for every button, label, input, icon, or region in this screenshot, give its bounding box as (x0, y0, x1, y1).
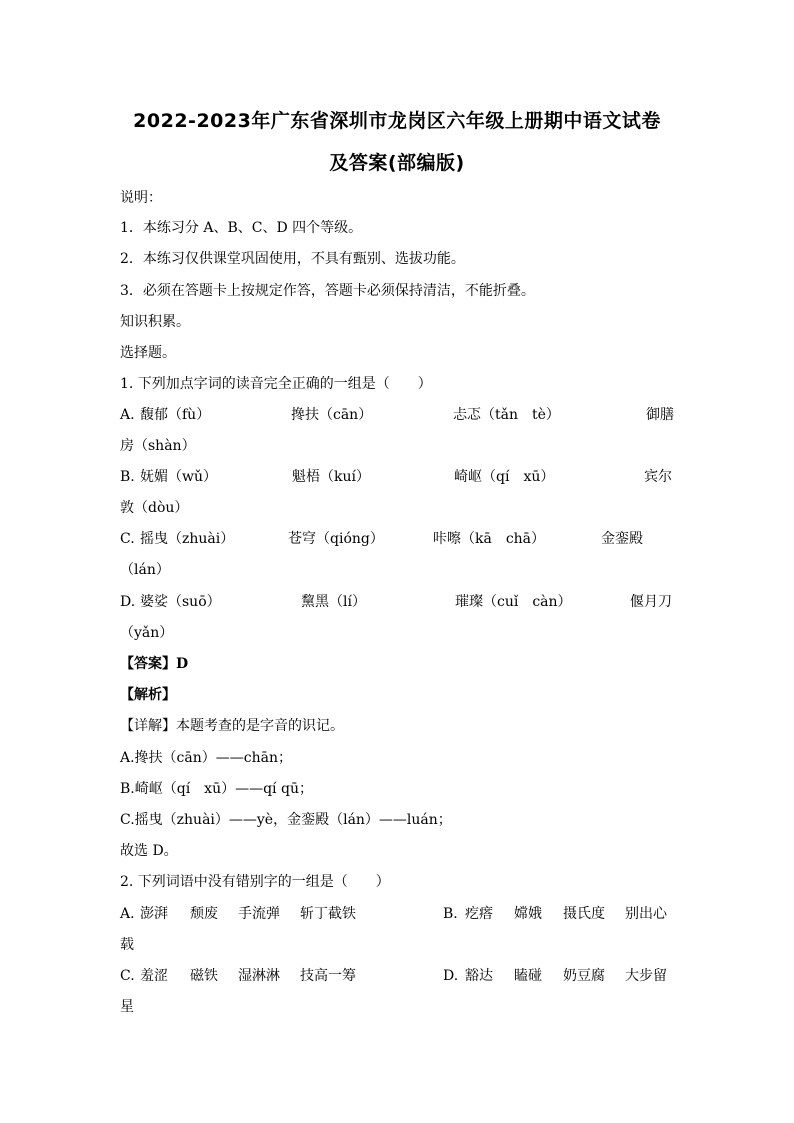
option-item: 宾尔 (644, 469, 672, 485)
option-item: 手流弹 (238, 906, 280, 922)
option-continuation: 敦（dòu） (120, 500, 189, 516)
explanation-line: B.崎岖（qí xū）——qí qū； (120, 781, 313, 797)
option-item: 金銮殿 (601, 531, 643, 547)
option-item: 咔嚓（kā chā） (433, 531, 546, 547)
option-item: 技高一筹 (300, 968, 356, 984)
instructions-heading: 说明： (120, 190, 162, 206)
title-line-1: 2022-2023年广东省深圳市龙岗区六年级上册期中语文试卷 (133, 110, 661, 132)
explanation-line: C.摇曳（zhuài）——yè，金銮殿（lán）——luán； (120, 812, 452, 828)
analysis-heading: 【解析】 (120, 687, 176, 703)
question-2-stem: 2. 下列词语中没有错别字的一组是（ ） (120, 874, 390, 890)
question-1-option-c (120, 530, 674, 548)
option-item: 颓废 (190, 906, 218, 922)
option-label: D. (443, 968, 459, 984)
conclusion: 故选 D。 (120, 843, 178, 859)
instruction-item: 1．本练习分 A、B、C、D 四个等级。 (120, 220, 363, 236)
instruction-item: 2．本练习仅供课堂巩固使用，不具有甄别、选拔功能。 (120, 251, 465, 267)
option-item: 摄氏度 (563, 906, 605, 922)
instruction-item: 3．必须在答题卡上按规定作答，答题卡必须保持清洁，不能折叠。 (120, 283, 535, 299)
option-item: 魁梧（kuí） (292, 469, 370, 485)
option-label: B. (120, 469, 135, 485)
option-item: 搀扶（cān） (291, 407, 373, 423)
option-continuation: （lán） (120, 562, 170, 578)
option-continuation: 星 (120, 999, 134, 1015)
option-item: 忐忑（tǎn tè） (453, 407, 560, 423)
option-label: C. (120, 968, 135, 984)
option-item: 崎岖（qí xū） (454, 469, 555, 485)
option-item: 澎湃 (140, 906, 168, 922)
question-1-option-a (120, 406, 674, 424)
option-label: A. (120, 407, 135, 423)
option-item: 馥郁（fù） (140, 407, 211, 423)
option-item: 奶豆腐 (563, 968, 605, 984)
option-item: 苍穹（qióng） (288, 531, 384, 547)
question-1-stem: 1. 下列加点字词的读音完全正确的一组是（ ） (120, 376, 432, 392)
title-line-2: 及答案(部编版) (329, 152, 465, 174)
question-2-row (120, 967, 674, 985)
option-item: 疙瘩 (465, 906, 493, 922)
option-item: 摇曳（zhuài） (140, 531, 235, 547)
option-item: 婆娑（suō） (140, 594, 221, 610)
option-label: A. (120, 906, 135, 922)
option-item: 璀璨（cuǐ càn） (455, 594, 572, 610)
option-label: C. (120, 531, 135, 547)
option-continuation: 载 (120, 937, 134, 953)
option-item: 豁达 (465, 968, 493, 984)
option-label: B. (443, 906, 458, 922)
option-item: 嫦娥 (514, 906, 542, 922)
explanation-line: A.搀扶（cān）——chān； (120, 750, 292, 766)
question-1-option-b (120, 468, 674, 486)
subsection-heading: 选择题。 (120, 345, 176, 361)
option-item: 斩丁截铁 (300, 906, 356, 922)
option-item: 妩媚（wǔ） (140, 469, 217, 485)
question-1-option-d (120, 593, 674, 611)
section-heading: 知识积累。 (120, 314, 190, 330)
option-item: 大步留 (625, 968, 667, 984)
option-item: 湿淋淋 (238, 968, 280, 984)
option-item: 别出心 (625, 906, 667, 922)
detail: 【详解】本题考查的是字音的识记。 (120, 718, 344, 734)
option-continuation: 房（shàn） (120, 438, 196, 454)
answer: 【答案】D (120, 656, 189, 672)
option-item: 羞涩 (140, 968, 168, 984)
option-item: 瞌碰 (514, 968, 542, 984)
option-continuation: （yǎn） (120, 625, 174, 641)
question-2-row (120, 905, 674, 923)
option-item: 黧黑（lí） (301, 594, 366, 610)
option-item: 偃月刀 (630, 594, 672, 610)
option-item: 御膳 (646, 407, 674, 423)
option-label: D. (120, 594, 136, 610)
option-item: 磁铁 (190, 968, 218, 984)
